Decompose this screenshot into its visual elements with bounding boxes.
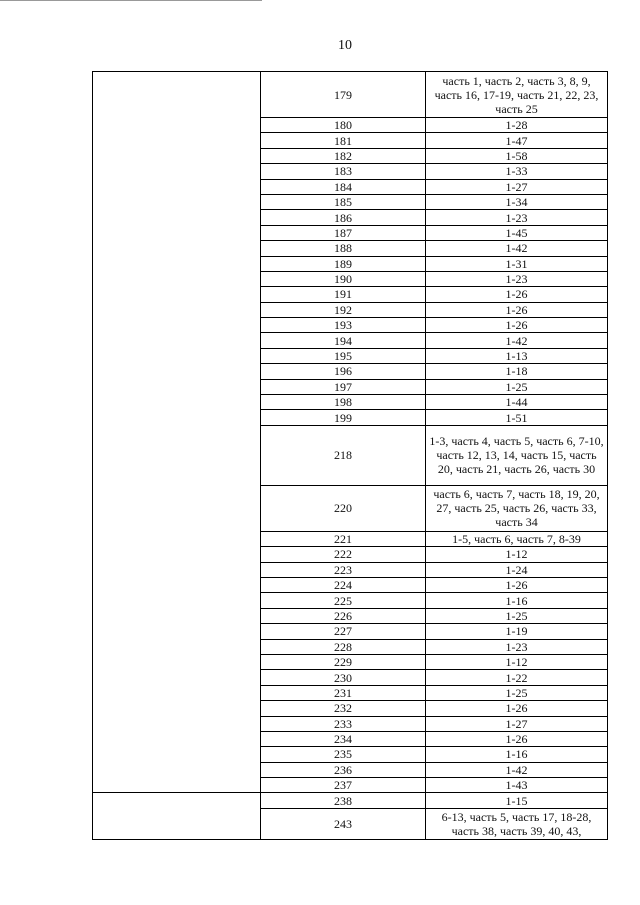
article-number-cell: 224 xyxy=(261,577,426,592)
article-parts-cell: 1-26 xyxy=(426,731,608,746)
article-parts-cell: 1-42 xyxy=(426,333,608,348)
articles-table xyxy=(92,71,608,840)
article-number-cell: 232 xyxy=(261,701,426,716)
article-number-cell: 223 xyxy=(261,562,426,577)
article-number-cell: 196 xyxy=(261,364,426,379)
article-number-cell: 199 xyxy=(261,410,426,425)
article-parts-cell: 1-3, часть 4, часть 5, часть 6, 7-10, часть 12, 13, 14, часть 15, часть 20, часть 21, часть 26, часть 30 xyxy=(426,425,608,485)
article-number-cell: 186 xyxy=(261,210,426,225)
top-rule xyxy=(0,0,262,1)
article-parts-cell: 1-12 xyxy=(426,547,608,562)
article-number-cell: 197 xyxy=(261,379,426,394)
article-number-cell: 233 xyxy=(261,716,426,731)
article-parts-cell: 1-42 xyxy=(426,762,608,777)
article-parts-cell: 1-25 xyxy=(426,608,608,623)
article-number-cell: 227 xyxy=(261,624,426,639)
article-number-cell: 228 xyxy=(261,639,426,654)
article-parts-cell: 1-33 xyxy=(426,164,608,179)
article-number-cell: 181 xyxy=(261,133,426,148)
article-number-cell: 189 xyxy=(261,256,426,271)
article-parts-cell: 1-16 xyxy=(426,747,608,762)
article-parts-cell: часть 1, часть 2, часть 3, 8, 9, часть 16, 17-19, часть 21, 22, 23, часть 25 xyxy=(426,72,608,118)
article-parts-cell: 6-13, часть 5, часть 17, 18-28, часть 38, часть 39, 40, 43, xyxy=(426,808,608,839)
article-number-cell: 184 xyxy=(261,179,426,194)
articles-table-body xyxy=(93,72,608,840)
article-number-cell: 230 xyxy=(261,670,426,685)
group-label-cell xyxy=(93,793,261,839)
article-parts-cell: 1-47 xyxy=(426,133,608,148)
article-parts-cell: 1-51 xyxy=(426,410,608,425)
article-parts-cell: 1-25 xyxy=(426,379,608,394)
article-parts-cell: 1-58 xyxy=(426,148,608,163)
article-parts-cell: 1-26 xyxy=(426,287,608,302)
article-number-cell: 235 xyxy=(261,747,426,762)
article-parts-cell: 1-23 xyxy=(426,639,608,654)
article-number-cell: 190 xyxy=(261,271,426,286)
article-number-cell: 243 xyxy=(261,808,426,839)
article-number-cell: 229 xyxy=(261,654,426,669)
article-number-cell: 234 xyxy=(261,731,426,746)
article-parts-cell: 1-5, часть 6, часть 7, 8-39 xyxy=(426,531,608,546)
article-number-cell: 226 xyxy=(261,608,426,623)
article-number-cell: 231 xyxy=(261,685,426,700)
article-parts-cell: 1-26 xyxy=(426,318,608,333)
article-number-cell: 220 xyxy=(261,485,426,531)
article-parts-cell: 1-34 xyxy=(426,194,608,209)
article-parts-cell: 1-18 xyxy=(426,364,608,379)
article-number-cell: 198 xyxy=(261,395,426,410)
article-number-cell: 222 xyxy=(261,547,426,562)
article-number-cell: 188 xyxy=(261,241,426,256)
article-parts-cell: 1-19 xyxy=(426,624,608,639)
article-parts-cell: 1-27 xyxy=(426,179,608,194)
article-parts-cell: 1-26 xyxy=(426,701,608,716)
article-number-cell: 236 xyxy=(261,762,426,777)
page-number: 10 xyxy=(338,38,352,53)
article-number-cell: 183 xyxy=(261,164,426,179)
article-parts-cell: 1-13 xyxy=(426,348,608,363)
article-number-cell: 187 xyxy=(261,225,426,240)
article-parts-cell: 1-42 xyxy=(426,241,608,256)
article-number-cell: 192 xyxy=(261,302,426,317)
group-label-cell xyxy=(93,72,261,793)
article-number-cell: 179 xyxy=(261,72,426,118)
article-number-cell: 221 xyxy=(261,531,426,546)
article-number-cell: 182 xyxy=(261,148,426,163)
article-parts-cell: 1-26 xyxy=(426,577,608,592)
article-number-cell: 237 xyxy=(261,778,426,793)
article-parts-cell: 1-15 xyxy=(426,793,608,808)
article-number-cell: 194 xyxy=(261,333,426,348)
article-parts-cell: 1-45 xyxy=(426,225,608,240)
article-parts-cell: 1-12 xyxy=(426,654,608,669)
article-parts-cell: 1-44 xyxy=(426,395,608,410)
article-number-cell: 238 xyxy=(261,793,426,808)
article-number-cell: 195 xyxy=(261,348,426,363)
article-parts-cell: 1-31 xyxy=(426,256,608,271)
article-parts-cell: часть 6, часть 7, часть 18, 19, 20, 27, часть 25, часть 26, часть 33, часть 34 xyxy=(426,485,608,531)
article-parts-cell: 1-25 xyxy=(426,685,608,700)
article-number-cell: 191 xyxy=(261,287,426,302)
table-row xyxy=(93,72,608,118)
article-number-cell: 225 xyxy=(261,593,426,608)
article-parts-cell: 1-16 xyxy=(426,593,608,608)
article-parts-cell: 1-24 xyxy=(426,562,608,577)
article-parts-cell: 1-27 xyxy=(426,716,608,731)
article-parts-cell: 1-22 xyxy=(426,670,608,685)
article-number-cell: 180 xyxy=(261,118,426,133)
article-parts-cell: 1-23 xyxy=(426,210,608,225)
article-number-cell: 218 xyxy=(261,425,426,485)
article-parts-cell: 1-43 xyxy=(426,778,608,793)
article-parts-cell: 1-23 xyxy=(426,271,608,286)
article-parts-cell: 1-28 xyxy=(426,118,608,133)
article-number-cell: 193 xyxy=(261,318,426,333)
article-parts-cell: 1-26 xyxy=(426,302,608,317)
table-row xyxy=(93,793,608,808)
article-number-cell: 185 xyxy=(261,194,426,209)
